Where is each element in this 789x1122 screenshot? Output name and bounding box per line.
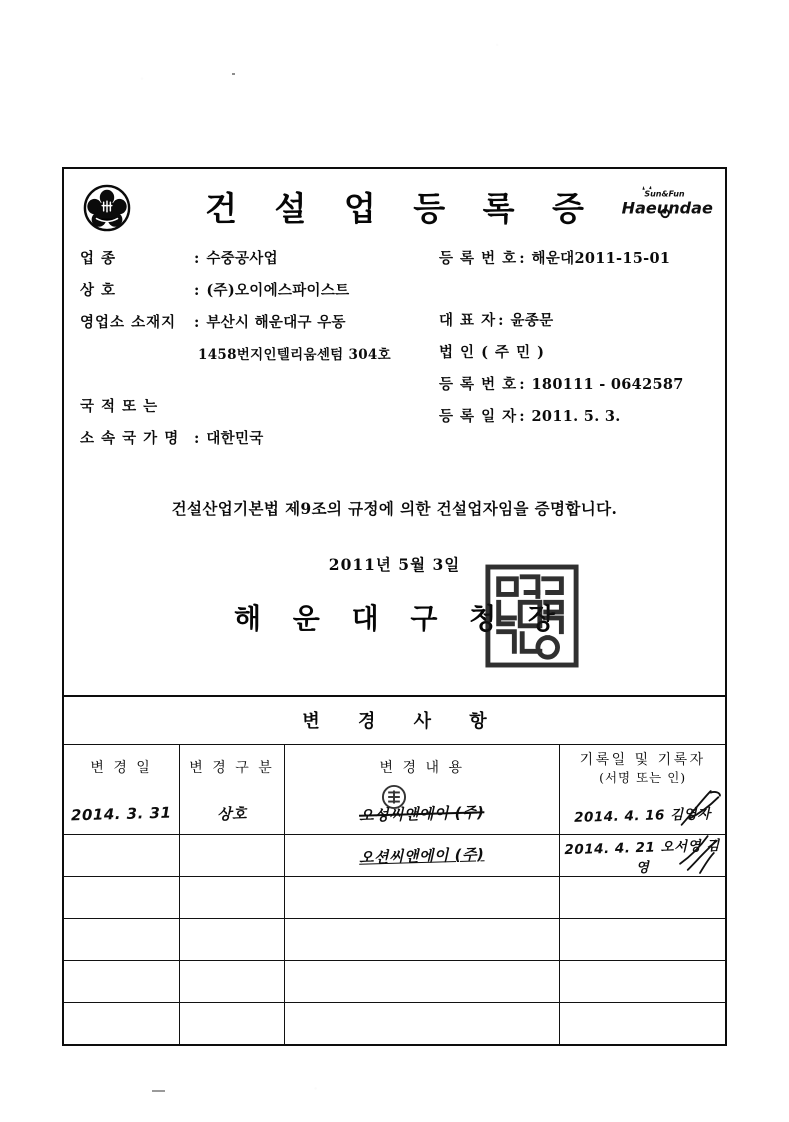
amendment-section (64, 695, 725, 1044)
field-corporate-resident-number (439, 373, 719, 394)
cell-record (560, 1003, 725, 1045)
cell-record (560, 877, 725, 919)
svg-text:Sun&Fun: Sun&Fun (644, 189, 685, 199)
field-corporate-resident-label (439, 341, 719, 362)
corporate-resident-label-line2: 등 록 번 호 (439, 376, 518, 393)
certificate-info-block (64, 247, 725, 469)
table-row (64, 1003, 725, 1045)
office-address-value-line1: 부산시 해운대구 우동 (206, 314, 346, 331)
issuing-authority-block (64, 597, 725, 663)
representative-label: 대 표 자 (439, 312, 497, 329)
corporate-resident-value: 180111 - 0642587 (531, 376, 684, 393)
cell-change-type: 상호 (179, 793, 284, 835)
spacer (439, 279, 719, 300)
spacer (439, 300, 719, 309)
cell-change-content: 오션씨앤에이 (주) (284, 835, 559, 877)
nationality-label-line2: 소 속 국 가 명 (80, 430, 180, 447)
table-row (64, 919, 725, 961)
cell-change-content (284, 877, 559, 919)
haeundae-brand-logo-icon (619, 186, 715, 220)
cell-record (560, 919, 725, 961)
certification-statement: 건설산업기본법 제9조의 규정에 의한 건설업자임을 증명합니다. (171, 499, 618, 518)
colon-separator: : (519, 250, 525, 267)
table-row (64, 793, 725, 835)
cell-change-type (179, 835, 284, 877)
cell-record: 2014. 4. 16 김영자 (560, 793, 725, 835)
corporate-resident-label-line1: 법 인 ( 주 민 ) (439, 344, 545, 361)
cell-record: 2014. 4. 21 오서영 김영 (560, 835, 725, 877)
cell-change-type (179, 1003, 284, 1045)
cell-change-type (179, 877, 284, 919)
nationality-value: 대한민국 (206, 430, 264, 447)
field-nationality (80, 427, 450, 448)
colon-separator: : (194, 314, 200, 331)
mini-seal-icon (381, 784, 407, 810)
issue-date: 2011년 5월 3일 (328, 555, 461, 574)
field-nationality-label-line1 (80, 395, 450, 416)
company-name-value: (주)오이에스파이스트 (206, 282, 350, 299)
office-address-value-line2: 1458번지인텔리움센텀 304호 (198, 347, 391, 363)
cell-change-date (64, 877, 179, 919)
cell-change-date: 2014. 3. 31 (64, 793, 179, 835)
column-header-change-date: 변 경 일 (64, 745, 179, 793)
cell-change-content (284, 1003, 559, 1045)
field-registration-number (439, 247, 719, 268)
business-type-label: 업 종 (80, 250, 117, 267)
amendment-table (64, 745, 725, 1044)
registration-number-label: 등 록 번 호 (439, 250, 518, 267)
official-government-seal-icon (483, 563, 581, 671)
colon-separator: : (194, 430, 200, 447)
registration-date-label: 등 록 일 자 (439, 408, 518, 425)
field-business-type (80, 247, 450, 268)
business-type-value: 수중공사업 (206, 250, 278, 267)
field-company-name (80, 279, 450, 300)
table-row (64, 835, 725, 877)
field-office-address (80, 311, 450, 332)
cell-change-content (284, 961, 559, 1003)
cell-change-type (179, 961, 284, 1003)
cell-change-content (284, 919, 559, 961)
spacer (80, 374, 450, 395)
cell-change-date (64, 835, 179, 877)
office-address-label: 영업소 소재지 (80, 314, 177, 331)
registration-number-value: 해운대2011-15-01 (531, 250, 671, 267)
cell-change-date (64, 961, 179, 1003)
field-registration-date (439, 405, 719, 426)
colon-separator: : (498, 312, 504, 329)
page-title: 건 설 업 등 록 증 (205, 189, 597, 228)
registration-date-value: 2011. 5. 3. (531, 408, 621, 425)
cell-record (560, 961, 725, 1003)
info-column-left (80, 247, 450, 459)
amendment-section-title: 변 경 사 항 (64, 697, 725, 745)
cell-change-date (64, 1003, 179, 1045)
table-row (64, 877, 725, 919)
colon-separator: : (194, 282, 200, 299)
column-header-record: 기록일 및 기록자 (서명 또는 인) (579, 752, 706, 785)
scan-artifact-top (232, 73, 235, 75)
nationality-label-line1: 국 적 또 는 (80, 398, 159, 415)
issuing-authority-name: 해 운 대 구 청 장 (233, 602, 567, 635)
scan-artifact-bottom (152, 1090, 165, 1092)
table-row (64, 961, 725, 1003)
company-name-label: 상 호 (80, 282, 117, 299)
certificate-frame (62, 167, 727, 1046)
column-header-change-content: 변 경 내 용 (284, 745, 559, 793)
field-representative (439, 309, 719, 330)
column-header-change-type: 변 경 구 분 (179, 745, 284, 793)
cell-change-date (64, 919, 179, 961)
representative-value: 윤종문 (510, 312, 554, 329)
svg-text:Haeundae: Haeundae (621, 198, 713, 218)
colon-separator: : (194, 250, 200, 267)
field-office-address-line2 (198, 343, 450, 363)
info-column-right (439, 247, 719, 437)
cell-change-content: 오성씨앤에이 (주) (284, 793, 559, 835)
certificate-header (64, 169, 725, 247)
cell-change-type (179, 919, 284, 961)
colon-separator: : (519, 408, 525, 425)
colon-separator: : (519, 376, 525, 393)
